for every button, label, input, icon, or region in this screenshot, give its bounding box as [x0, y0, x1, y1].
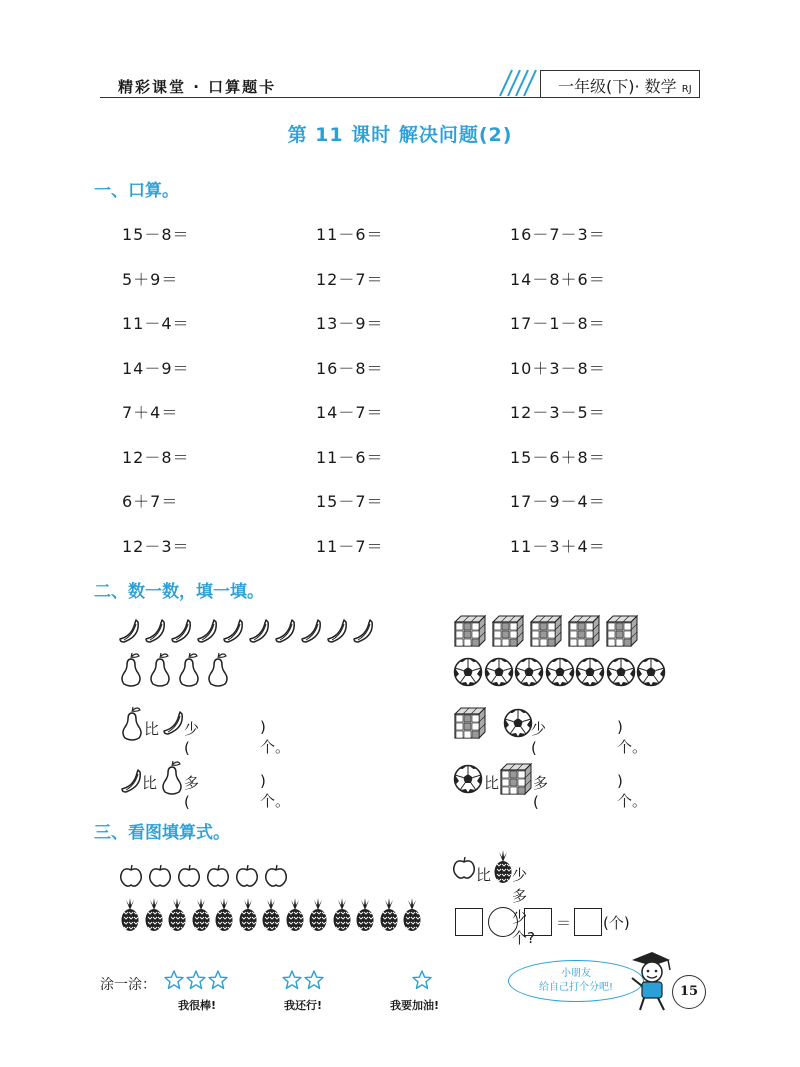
compare-word: 比 — [142, 774, 158, 792]
math-problem: 12－3－5＝ — [510, 403, 606, 422]
student-mascot-icon — [626, 950, 674, 1014]
rubiks-cube-icon — [567, 614, 601, 652]
grade-subject-text: 一年级(下)· 数学 — [558, 77, 677, 96]
rating-level-ok: 我还行! — [284, 999, 323, 1012]
banana-icon — [118, 618, 142, 648]
pineapple-icon — [213, 898, 235, 936]
math-problem: 16－8＝ — [316, 358, 384, 378]
unit-label: (个) — [603, 914, 630, 932]
bubble-line-1: 小朋友 — [561, 968, 591, 979]
star-icon[interactable] — [186, 970, 206, 994]
rubiks-cube-icon — [529, 614, 563, 652]
math-problem: 12－7＝ — [316, 269, 384, 289]
pineapple-icon — [260, 898, 282, 936]
lesson-title: 第 11 课时 解决问题(2) — [287, 124, 513, 146]
banana-icon — [120, 768, 144, 798]
bubble-line-2: 给自己打个分吧! — [538, 982, 613, 993]
math-problem: 14－8＋6＝ — [510, 269, 606, 289]
pear-icon — [120, 706, 144, 746]
apple-icon — [148, 864, 172, 892]
math-problem: 5＋9＝ — [122, 269, 179, 289]
pear-icon — [177, 652, 201, 692]
star-icon[interactable] — [164, 970, 184, 994]
pear-icon — [148, 652, 172, 692]
compare-word: 比 — [144, 720, 160, 738]
section3-title: 三、看图填算式。 — [94, 823, 230, 843]
math-problem: 12－3＝ — [122, 536, 190, 556]
math-problem: 15－7＝ — [316, 492, 384, 511]
pear-icon — [119, 652, 143, 692]
speech-bubble — [508, 960, 644, 1002]
more-word: 多( — [184, 774, 200, 811]
apple-icon — [206, 864, 230, 892]
banana-icon — [248, 618, 272, 648]
banana-icon — [300, 618, 324, 648]
pineapple-icon — [119, 898, 141, 936]
rubiks-cube-icon — [491, 614, 525, 652]
answer-box-2[interactable] — [524, 908, 552, 936]
soccer-ball-icon — [453, 764, 483, 798]
apple-icon — [177, 864, 201, 892]
math-problem: 14－7＝ — [316, 403, 384, 422]
pineapple-icon — [307, 898, 329, 936]
math-problem: 11－6＝ — [316, 447, 384, 467]
header-rule — [100, 97, 700, 98]
math-problem: 11－3＋4＝ — [510, 536, 606, 556]
rubiks-cube-icon — [605, 614, 639, 652]
math-problem: 16－7－3＝ — [510, 225, 606, 244]
rubiks-cube-icon — [499, 762, 533, 800]
color-in-label: 涂一涂： — [100, 977, 156, 993]
math-problem: 12－8＝ — [122, 447, 190, 467]
apple-icon — [264, 864, 288, 892]
rubiks-cube-icon — [453, 614, 487, 652]
star-icon[interactable] — [282, 970, 302, 994]
rating-level-try: 我要加油! — [390, 999, 440, 1012]
question-text: 少多少个? — [512, 866, 535, 947]
math-problem: 11－6＝ — [316, 225, 384, 244]
pineapple-icon — [354, 898, 376, 936]
more-word: 多( — [533, 774, 549, 811]
math-problem: 17－9－4＝ — [510, 492, 606, 511]
banana-icon — [274, 618, 298, 648]
less-word: 少( — [184, 720, 200, 757]
section1-title: 一、口算。 — [94, 181, 179, 201]
unit-word: )个。 — [260, 772, 291, 810]
apple-icon — [452, 856, 476, 884]
less-word: 少( — [531, 720, 547, 757]
math-problem: 11－7＝ — [316, 536, 384, 556]
banana-icon — [170, 618, 194, 648]
math-problem: 6＋7＝ — [122, 492, 179, 511]
soccer-ball-icon — [606, 657, 636, 691]
pineapple-icon — [237, 898, 259, 936]
pineapple-icon — [190, 898, 212, 936]
header-book-title: 精彩课堂 · 口算题卡 — [118, 78, 277, 96]
math-problem: 14－9＝ — [122, 358, 190, 378]
answer-box-result[interactable] — [574, 908, 602, 936]
rubiks-cube-icon — [453, 706, 487, 744]
edition-label: RJ — [681, 84, 692, 95]
rating-level-great: 我很棒! — [178, 999, 217, 1012]
compare-word: 比 — [476, 866, 492, 884]
equals-sign: ＝ — [556, 914, 572, 932]
soccer-ball-icon — [484, 657, 514, 691]
unit-word: )个。 — [617, 718, 648, 756]
unit-word: )个。 — [260, 718, 291, 756]
pineapple-icon — [166, 898, 188, 936]
apple-icon — [119, 864, 143, 892]
apple-icon — [235, 864, 259, 892]
answer-box-1[interactable] — [455, 908, 483, 936]
banana-icon — [144, 618, 168, 648]
soccer-ball-icon — [453, 657, 483, 691]
pineapple-icon — [284, 898, 306, 936]
unit-word: )个。 — [617, 772, 648, 810]
math-problem: 13－9＝ — [316, 314, 384, 333]
banana-icon — [196, 618, 220, 648]
soccer-ball-icon — [636, 657, 666, 691]
banana-icon — [352, 618, 376, 648]
section2-title: 二、数一数，填一填。 — [94, 582, 264, 602]
soccer-ball-icon — [545, 657, 575, 691]
math-problem: 15－8＝ — [122, 225, 190, 244]
star-icon[interactable] — [412, 970, 432, 994]
soccer-ball-icon — [514, 657, 544, 691]
compare-word: 比 — [484, 774, 500, 792]
math-problem: 11－4＝ — [122, 314, 190, 333]
banana-icon — [162, 710, 186, 740]
banana-icon — [222, 618, 246, 648]
math-problem: 10＋3－8＝ — [510, 358, 606, 378]
header-slashes-decoration — [492, 66, 540, 98]
soccer-ball-icon — [575, 657, 605, 691]
pineapple-icon — [401, 898, 423, 936]
pineapple-icon — [492, 850, 514, 888]
operator-circle[interactable] — [488, 907, 518, 937]
pineapple-icon — [331, 898, 353, 936]
math-problem: 15－6＋8＝ — [510, 447, 606, 467]
soccer-ball-icon — [503, 708, 533, 742]
page-number: 15 — [672, 975, 706, 1009]
pineapple-icon — [143, 898, 165, 936]
banana-icon — [326, 618, 350, 648]
star-icon[interactable] — [208, 970, 228, 994]
pineapple-icon — [378, 898, 400, 936]
math-problem: 17－1－8＝ — [510, 314, 606, 333]
header-grade-subject — [558, 74, 692, 97]
star-icon[interactable] — [304, 970, 324, 994]
pear-icon — [206, 652, 230, 692]
math-problem: 7＋4＝ — [122, 403, 179, 422]
pear-icon — [160, 760, 184, 800]
